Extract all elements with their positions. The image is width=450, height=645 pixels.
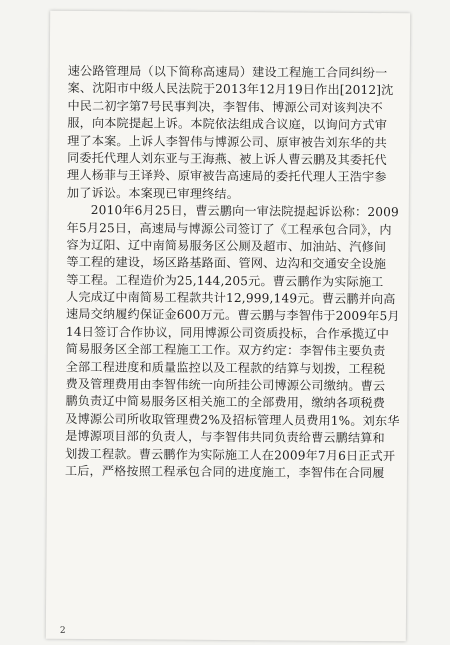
text-line: 年5月25日，高速局与博源公司签订了《工程承包合同》，内 xyxy=(66,220,392,237)
text-line: 等工程。工程造价为25,144,205元。曹云鹏作为实际施工 xyxy=(66,272,384,289)
text-line: 简易服务区全部工程施工工作。双方约定：李智伟主要负责 xyxy=(65,342,386,359)
text-line: 人完成辽中南简易工程款共计12,999,149元。曹云鹏并向高 xyxy=(66,289,396,307)
document-page xyxy=(46,11,410,641)
text-line: 划拨工程款。曹云鹏作为实际施工人在2009年7月6日正式开 xyxy=(65,446,396,463)
text-line: 理人杨菲与王译羚、原审被告高速局的委托代理人王浩宇参 xyxy=(66,168,387,185)
text-line: 速局交纳履约保证金600万元。曹云鹏与李智伟于2009年5月 xyxy=(66,307,400,324)
text-line: 及博源公司所收取管理费2%及招标管理人员费用1%。刘东华 xyxy=(65,411,400,429)
text-line: 鹏负责辽中简易服务区相关施工的全部费用，缴纳各项税费 xyxy=(65,394,386,411)
text-line: 等工程的建设，场区路基路面、管网、边沟和交通安全设施 xyxy=(66,255,387,272)
text-line: 工后，严格按照工程承包合同的进度施工，李智伟在合同履 xyxy=(64,463,385,481)
text-line: 容为辽阳、辽中南简易服务区公厕及超市、加油站、汽修间 xyxy=(66,237,387,255)
text-line: 理了本案。上诉人李智伟与博源公司、原审被告刘东华的共 xyxy=(67,133,387,150)
text-line: 加了诉讼。本案现已审理终结。 xyxy=(66,185,240,201)
text-line: 案、沈阳市中级人民法院于2013年12月19日作出[2012]沈 xyxy=(67,81,394,98)
page-number: 2 xyxy=(59,625,66,636)
text-line: 费及管理费用由李智伟统一向所挂公司博源公司缴纳。曹云 xyxy=(65,376,386,394)
text-line: 全部工程进度和质量监控以及工程款的结算与划拨，工程税 xyxy=(65,359,386,376)
judgment-text-body xyxy=(65,63,400,483)
text-line: 2010年6月25日，曹云鹏向一审法院提起诉讼称：2009 xyxy=(90,203,399,220)
text-line: 速公路管理局（以下简称高速局）建设工程施工合同纠纷一 xyxy=(67,63,388,81)
text-line: 14日签订合作协议，同用博源公司资质投标，合作承揽辽中 xyxy=(65,324,390,341)
text-line: 中民二初字第7号民事判决，李智伟、博源公司对该判决不 xyxy=(67,98,383,115)
text-line: 同委托代理人刘东亚与王海燕、被上诉人曹云鹏及其委托代 xyxy=(67,150,387,168)
text-line: 服，向本院提起上诉。本院依法组成合议庭，以询问方式审 xyxy=(67,116,388,133)
text-line: 是博源项目部的负责人，与李智伟共同负责给曹云鹏结算和 xyxy=(65,429,385,446)
